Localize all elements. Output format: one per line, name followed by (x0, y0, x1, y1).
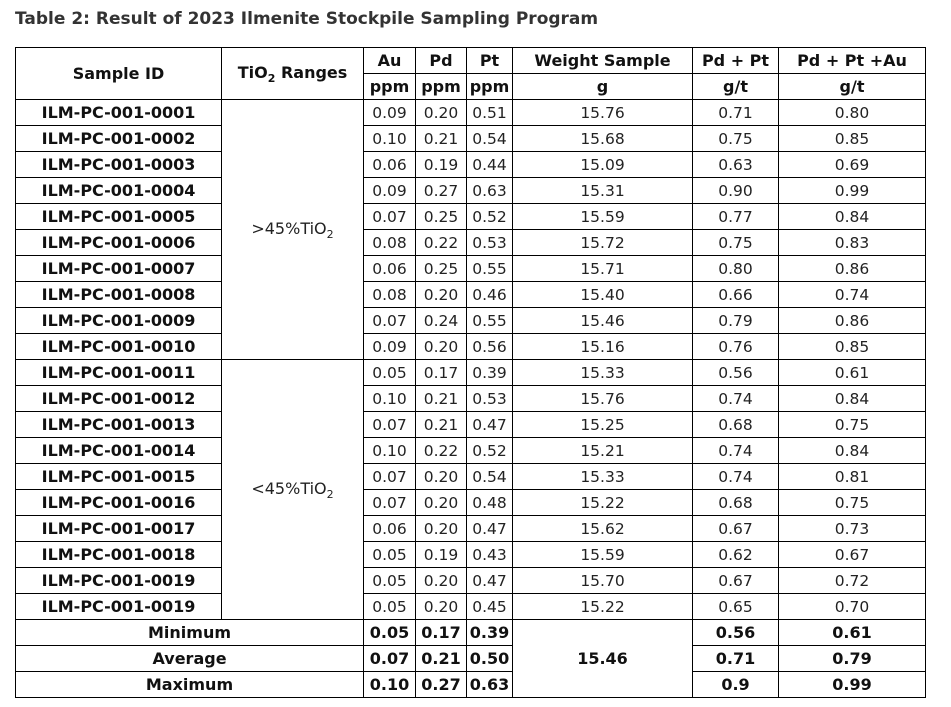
pd-cell: 0.19 (416, 542, 467, 568)
pt-cell: 0.51 (467, 100, 513, 126)
sample-id-cell: ILM-PC-001-0011 (16, 360, 222, 386)
pd-pt-cell: 0.76 (693, 334, 779, 360)
pt-cell: 0.48 (467, 490, 513, 516)
pd-cell: 0.19 (416, 152, 467, 178)
table-caption: Table 2: Result of 2023 Ilmenite Stockpile Sampling Program (15, 9, 599, 29)
pd-cell: 0.20 (416, 464, 467, 490)
table-row (16, 308, 926, 334)
au-cell: 0.10 (364, 386, 416, 412)
table-row (16, 100, 926, 126)
pd-cell: 0.22 (416, 438, 467, 464)
summary-au-cell: 0.07 (364, 646, 416, 672)
weight-cell: 15.33 (513, 360, 693, 386)
summary-label: Maximum (16, 672, 364, 698)
weight-cell: 15.16 (513, 334, 693, 360)
au-cell: 0.07 (364, 204, 416, 230)
header-tio2-ranges (222, 48, 364, 100)
pt-cell: 0.55 (467, 256, 513, 282)
table-row (16, 412, 926, 438)
summary-pt-cell: 0.63 (467, 672, 513, 698)
unit-pt: ppm (467, 74, 513, 100)
summary-pd-pt-cell: 0.56 (693, 620, 779, 646)
pd-pt-au-cell: 0.99 (779, 178, 926, 204)
pd-cell: 0.20 (416, 282, 467, 308)
table-row (16, 568, 926, 594)
pd-pt-cell: 0.62 (693, 542, 779, 568)
pd-cell: 0.20 (416, 516, 467, 542)
pd-pt-cell: 0.90 (693, 178, 779, 204)
summary-pd-pt-au-cell: 0.79 (779, 646, 926, 672)
summary-pd-cell: 0.21 (416, 646, 467, 672)
weight-cell: 15.59 (513, 542, 693, 568)
summary-pd-pt-cell: 0.9 (693, 672, 779, 698)
pd-pt-au-cell: 0.84 (779, 204, 926, 230)
au-cell: 0.07 (364, 412, 416, 438)
au-cell: 0.05 (364, 568, 416, 594)
table-row (16, 178, 926, 204)
sample-id-cell: ILM-PC-001-0004 (16, 178, 222, 204)
pt-cell: 0.39 (467, 360, 513, 386)
weight-cell: 15.62 (513, 516, 693, 542)
sample-id-cell: ILM-PC-001-0001 (16, 100, 222, 126)
sample-id-cell: ILM-PC-001-0002 (16, 126, 222, 152)
pd-pt-cell: 0.80 (693, 256, 779, 282)
table-row (16, 360, 926, 386)
table-row (16, 204, 926, 230)
unit-weight: g (513, 74, 693, 100)
au-cell: 0.07 (364, 308, 416, 334)
sample-id-cell: ILM-PC-001-0008 (16, 282, 222, 308)
summary-row (16, 620, 926, 646)
table-row (16, 464, 926, 490)
header-pt: Pt (467, 48, 513, 74)
summary-au-cell: 0.10 (364, 672, 416, 698)
header-row (16, 48, 926, 74)
pt-cell: 0.47 (467, 568, 513, 594)
pd-pt-cell: 0.68 (693, 412, 779, 438)
pd-cell: 0.17 (416, 360, 467, 386)
weight-cell: 15.71 (513, 256, 693, 282)
au-cell: 0.05 (364, 594, 416, 620)
pd-cell: 0.21 (416, 126, 467, 152)
pd-pt-cell: 0.75 (693, 230, 779, 256)
sample-id-cell: ILM-PC-001-0017 (16, 516, 222, 542)
pd-pt-au-cell: 0.83 (779, 230, 926, 256)
header-au: Au (364, 48, 416, 74)
pt-cell: 0.52 (467, 204, 513, 230)
unit-pd-pt: g/t (693, 74, 779, 100)
sample-id-cell: ILM-PC-001-0014 (16, 438, 222, 464)
pd-cell: 0.20 (416, 594, 467, 620)
tio2-range-subscript: 2 (326, 487, 334, 501)
summary-row (16, 672, 926, 698)
pt-cell: 0.43 (467, 542, 513, 568)
pd-pt-au-cell: 0.61 (779, 360, 926, 386)
weight-cell: 15.70 (513, 568, 693, 594)
summary-label: Minimum (16, 620, 364, 646)
sample-id-cell: ILM-PC-001-0012 (16, 386, 222, 412)
pd-pt-cell: 0.79 (693, 308, 779, 334)
table-body (16, 100, 926, 698)
pt-cell: 0.53 (467, 230, 513, 256)
weight-cell: 15.72 (513, 230, 693, 256)
pt-cell: 0.55 (467, 308, 513, 334)
pd-pt-au-cell: 0.73 (779, 516, 926, 542)
pd-pt-au-cell: 0.72 (779, 568, 926, 594)
summary-label: Average (16, 646, 364, 672)
pd-pt-au-cell: 0.84 (779, 386, 926, 412)
pd-pt-au-cell: 0.70 (779, 594, 926, 620)
au-cell: 0.05 (364, 542, 416, 568)
summary-row (16, 646, 926, 672)
pt-cell: 0.46 (467, 282, 513, 308)
pd-pt-au-cell: 0.75 (779, 490, 926, 516)
sample-id-cell: ILM-PC-001-0015 (16, 464, 222, 490)
weight-cell: 15.76 (513, 386, 693, 412)
header-pd-pt: Pd + Pt (693, 48, 779, 74)
pd-cell: 0.20 (416, 490, 467, 516)
pt-cell: 0.47 (467, 516, 513, 542)
summary-au-cell: 0.05 (364, 620, 416, 646)
table-row (16, 334, 926, 360)
header-tio2-sub: 2 (267, 71, 276, 85)
sample-id-cell: ILM-PC-001-0003 (16, 152, 222, 178)
sample-id-cell: ILM-PC-001-0005 (16, 204, 222, 230)
au-cell: 0.07 (364, 490, 416, 516)
tio2-range-label: <45%TiO (251, 478, 327, 498)
tio2-range-label: >45%TiO (251, 218, 327, 238)
header-pd: Pd (416, 48, 467, 74)
pd-pt-cell: 0.74 (693, 386, 779, 412)
unit-pd: ppm (416, 74, 467, 100)
pd-cell: 0.21 (416, 386, 467, 412)
pd-cell: 0.20 (416, 100, 467, 126)
summary-pd-pt-au-cell: 0.99 (779, 672, 926, 698)
au-cell: 0.07 (364, 464, 416, 490)
tio2-range-subscript: 2 (326, 227, 334, 241)
sample-id-cell: ILM-PC-001-0016 (16, 490, 222, 516)
summary-pt-cell: 0.39 (467, 620, 513, 646)
table-row (16, 230, 926, 256)
pt-cell: 0.56 (467, 334, 513, 360)
pt-cell: 0.47 (467, 412, 513, 438)
pd-cell: 0.22 (416, 230, 467, 256)
unit-au: ppm (364, 74, 416, 100)
pd-pt-au-cell: 0.80 (779, 100, 926, 126)
sample-id-cell: ILM-PC-001-0019 (16, 594, 222, 620)
weight-cell: 15.68 (513, 126, 693, 152)
pd-pt-cell: 0.71 (693, 100, 779, 126)
weight-cell: 15.33 (513, 464, 693, 490)
au-cell: 0.06 (364, 152, 416, 178)
weight-cell: 15.46 (513, 308, 693, 334)
sample-id-cell: ILM-PC-001-0019 (16, 568, 222, 594)
tio2-range-cell (222, 100, 364, 360)
au-cell: 0.06 (364, 256, 416, 282)
au-cell: 0.08 (364, 282, 416, 308)
table-row (16, 386, 926, 412)
sample-id-cell: ILM-PC-001-0010 (16, 334, 222, 360)
au-cell: 0.09 (364, 100, 416, 126)
summary-pd-pt-cell: 0.71 (693, 646, 779, 672)
table-row (16, 542, 926, 568)
pd-pt-cell: 0.68 (693, 490, 779, 516)
pd-pt-au-cell: 0.86 (779, 256, 926, 282)
pt-cell: 0.53 (467, 386, 513, 412)
pd-pt-au-cell: 0.74 (779, 282, 926, 308)
au-cell: 0.06 (364, 516, 416, 542)
header-pd-pt-au: Pd + Pt +Au (779, 48, 926, 74)
pd-pt-cell: 0.74 (693, 438, 779, 464)
pd-cell: 0.24 (416, 308, 467, 334)
weight-cell: 15.09 (513, 152, 693, 178)
au-cell: 0.09 (364, 178, 416, 204)
weight-cell: 15.22 (513, 594, 693, 620)
pd-cell: 0.25 (416, 256, 467, 282)
pd-pt-au-cell: 0.85 (779, 126, 926, 152)
pt-cell: 0.44 (467, 152, 513, 178)
sample-id-cell: ILM-PC-001-0013 (16, 412, 222, 438)
pd-pt-au-cell: 0.67 (779, 542, 926, 568)
pd-pt-au-cell: 0.69 (779, 152, 926, 178)
sample-id-cell: ILM-PC-001-0007 (16, 256, 222, 282)
table-row (16, 516, 926, 542)
pd-pt-cell: 0.77 (693, 204, 779, 230)
sample-id-cell: ILM-PC-001-0006 (16, 230, 222, 256)
summary-pd-pt-au-cell: 0.61 (779, 620, 926, 646)
pd-pt-au-cell: 0.86 (779, 308, 926, 334)
table-row (16, 126, 926, 152)
tio2-range-cell (222, 360, 364, 620)
pd-pt-cell: 0.67 (693, 516, 779, 542)
header-sample-id: Sample ID (16, 48, 222, 100)
table-row (16, 438, 926, 464)
pt-cell: 0.54 (467, 126, 513, 152)
table-row (16, 594, 926, 620)
table-row (16, 256, 926, 282)
table-row (16, 152, 926, 178)
pd-pt-au-cell: 0.85 (779, 334, 926, 360)
summary-pt-cell: 0.50 (467, 646, 513, 672)
weight-cell: 15.59 (513, 204, 693, 230)
pd-pt-cell: 0.66 (693, 282, 779, 308)
pd-cell: 0.27 (416, 178, 467, 204)
pd-pt-au-cell: 0.81 (779, 464, 926, 490)
table-row (16, 282, 926, 308)
au-cell: 0.05 (364, 360, 416, 386)
au-cell: 0.09 (364, 334, 416, 360)
weight-cell: 15.21 (513, 438, 693, 464)
summary-weight-cell: 15.46 (513, 620, 693, 698)
pd-pt-cell: 0.75 (693, 126, 779, 152)
au-cell: 0.10 (364, 126, 416, 152)
pd-pt-cell: 0.67 (693, 568, 779, 594)
table-row (16, 490, 926, 516)
weight-cell: 15.76 (513, 100, 693, 126)
pt-cell: 0.54 (467, 464, 513, 490)
pd-pt-au-cell: 0.75 (779, 412, 926, 438)
weight-cell: 15.22 (513, 490, 693, 516)
pd-cell: 0.25 (416, 204, 467, 230)
pd-pt-cell: 0.56 (693, 360, 779, 386)
header-tio2-main: TiO (237, 62, 268, 82)
weight-cell: 15.25 (513, 412, 693, 438)
summary-pd-cell: 0.17 (416, 620, 467, 646)
header-weight-sample: Weight Sample (513, 48, 693, 74)
pd-pt-cell: 0.63 (693, 152, 779, 178)
pt-cell: 0.45 (467, 594, 513, 620)
pd-cell: 0.20 (416, 334, 467, 360)
pt-cell: 0.52 (467, 438, 513, 464)
pd-pt-au-cell: 0.84 (779, 438, 926, 464)
pd-cell: 0.20 (416, 568, 467, 594)
weight-cell: 15.40 (513, 282, 693, 308)
pd-pt-cell: 0.65 (693, 594, 779, 620)
unit-pd-pt-au: g/t (779, 74, 926, 100)
weight-cell: 15.31 (513, 178, 693, 204)
au-cell: 0.10 (364, 438, 416, 464)
sampling-results-table (15, 47, 926, 698)
header-tio2-tail: Ranges (275, 62, 348, 82)
pt-cell: 0.63 (467, 178, 513, 204)
pd-pt-cell: 0.74 (693, 464, 779, 490)
au-cell: 0.08 (364, 230, 416, 256)
summary-pd-cell: 0.27 (416, 672, 467, 698)
pd-cell: 0.21 (416, 412, 467, 438)
sample-id-cell: ILM-PC-001-0009 (16, 308, 222, 334)
sample-id-cell: ILM-PC-001-0018 (16, 542, 222, 568)
